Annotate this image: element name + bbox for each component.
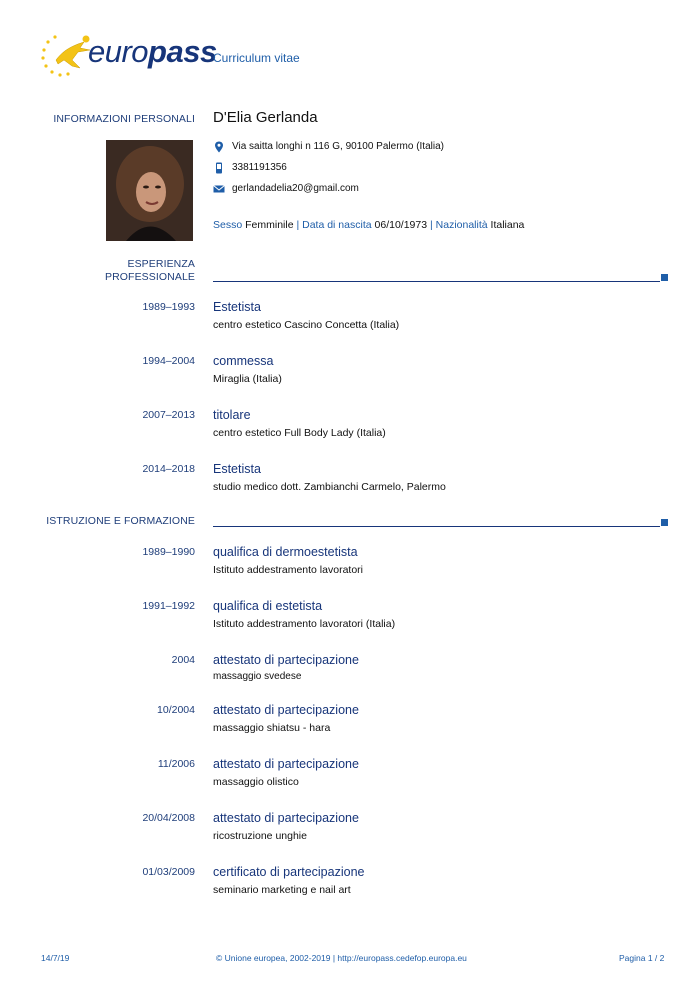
- sex-value: Femminile: [245, 219, 294, 231]
- section-label-line: ESPERIENZA: [127, 258, 195, 270]
- entry-date: 20/04/2008: [142, 812, 195, 824]
- entry-date: 1989–1993: [142, 301, 195, 313]
- separator: |: [430, 219, 433, 231]
- divider-square-icon: [661, 519, 668, 526]
- entry-title: Estetista: [213, 462, 261, 476]
- entry-subtitle: Istituto addestramento lavoratori (Italia): [213, 618, 396, 630]
- entry-title: attestato di partecipazione: [213, 703, 359, 717]
- phone-icon: [213, 162, 225, 174]
- entry-subtitle: seminario marketing e nail art: [213, 884, 351, 896]
- entry-date: 1989–1990: [142, 546, 195, 558]
- entry-subtitle: massaggio svedese: [213, 671, 302, 682]
- europass-wordmark: europass: [88, 34, 217, 69]
- section-label-line: PROFESSIONALE: [105, 271, 195, 283]
- section-label-education: ISTRUZIONE E FORMAZIONE: [46, 515, 195, 527]
- entry-date: 1994–2004: [142, 355, 195, 367]
- entry-subtitle: ricostruzione unghie: [213, 830, 307, 842]
- entry-title: attestato di partecipazione: [213, 653, 359, 667]
- entry-title: qualifica di estetista: [213, 599, 323, 613]
- entry-subtitle: centro estetico Full Body Lady (Italia): [213, 427, 386, 439]
- entry-subtitle: centro estetico Cascino Concetta (Italia): [213, 319, 400, 331]
- entry-title: Estetista: [213, 300, 261, 314]
- entry-date: 10/2004: [157, 704, 195, 716]
- entry-date: 1991–1992: [142, 600, 195, 612]
- entry-subtitle: massaggio shiatsu - hara: [213, 722, 331, 734]
- divider-square-icon: [661, 274, 668, 281]
- profile-photo: [106, 140, 193, 241]
- entry-title: titolare: [213, 408, 251, 422]
- address-text: Via saitta longhi n 116 G, 90100 Palermo (Italia): [232, 141, 444, 152]
- footer-date: 14/7/19: [41, 953, 70, 963]
- entry-subtitle: Miraglia (Italia): [213, 373, 282, 385]
- entry-title: certificato di partecipazione: [213, 865, 365, 879]
- entry-title: qualifica di dermoestetista: [213, 545, 358, 559]
- entry-date: 01/03/2009: [142, 866, 195, 878]
- section-label-experience: [105, 258, 195, 284]
- entry-subtitle: Istituto addestramento lavoratori: [213, 564, 363, 576]
- entry-date: 2004: [171, 654, 195, 666]
- nationality-key: Nazionalità: [435, 219, 488, 231]
- entry-date: 2007–2013: [142, 409, 195, 421]
- separator: |: [296, 219, 300, 231]
- entry-subtitle: massaggio olistico: [213, 776, 299, 788]
- person-name: D'Elia Gerlanda: [213, 109, 318, 126]
- entry-title: attestato di partecipazione: [213, 811, 359, 825]
- nationality-value: Italiana: [490, 219, 525, 231]
- section-divider: [213, 281, 660, 282]
- document-title: Curriculum vitae: [213, 51, 300, 65]
- sex-key: Sesso: [213, 219, 243, 231]
- email-link[interactable]: gerlandadelia20@gmail.com: [232, 183, 359, 194]
- footer-page-number: Pagina 1 / 2: [619, 953, 665, 963]
- location-icon: [213, 141, 225, 153]
- personal-details-line: [213, 219, 524, 231]
- entry-title: attestato di partecipazione: [213, 757, 359, 771]
- email-icon: [213, 183, 225, 195]
- section-label-personal: INFORMAZIONI PERSONALI: [53, 113, 195, 125]
- entry-date: 2014–2018: [142, 463, 195, 475]
- footer-copyright-link[interactable]: © Unione europea, 2002-2019 | http://europass.cedefop.europa.eu: [216, 953, 467, 963]
- birth-value: 06/10/1973: [374, 219, 428, 231]
- section-divider: [213, 526, 660, 527]
- entry-subtitle: studio medico dott. Zambianchi Carmelo, Palermo: [213, 481, 446, 493]
- birth-key: Data di nascita: [302, 219, 372, 231]
- entry-date: 11/2006: [157, 758, 195, 770]
- phone-text: 3381191356: [232, 162, 287, 173]
- entry-title: commessa: [213, 354, 274, 368]
